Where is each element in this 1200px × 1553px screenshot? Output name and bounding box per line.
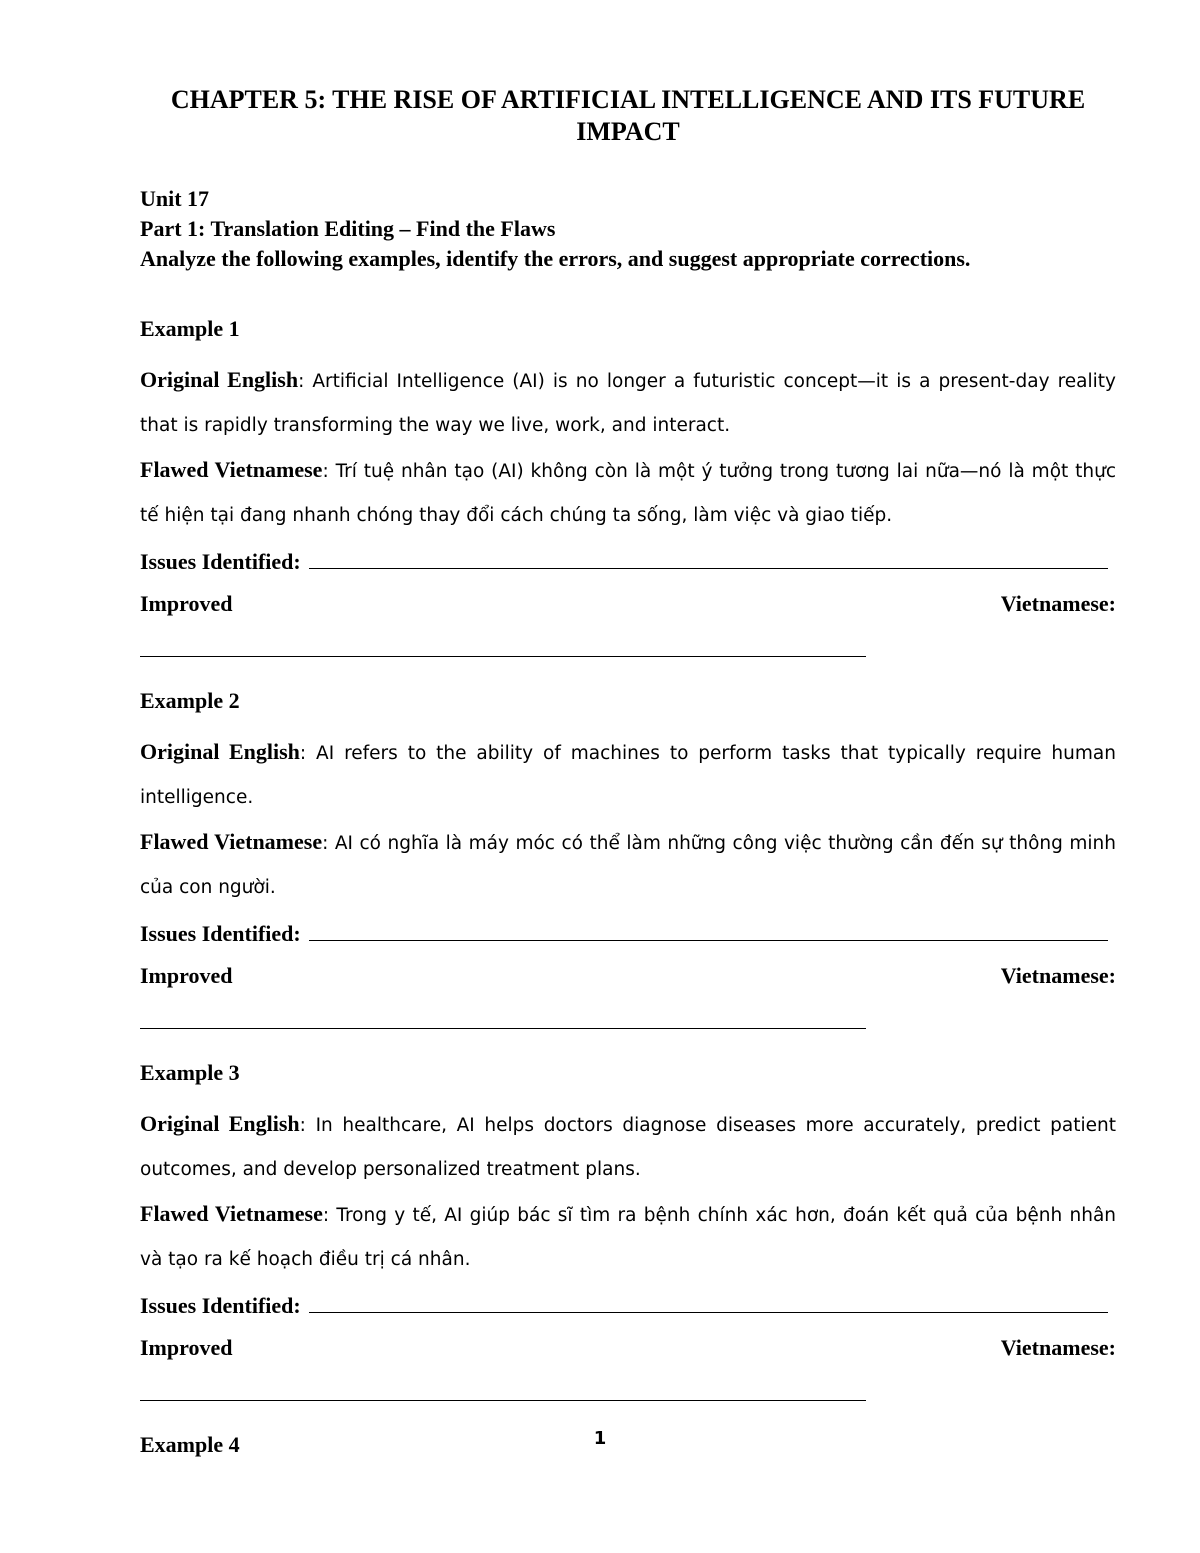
flawed-label: Flawed Vietnamese — [140, 829, 323, 854]
original-label: Original English — [140, 1111, 300, 1136]
improved-vietnamese-row — [140, 582, 1116, 626]
flawed-label: Flawed Vietnamese — [140, 457, 323, 482]
flawed-text: Trong y tế, AI giúp bác sĩ tìm ra bệnh chính xác hơn, đoán kết quả của bệnh nhân và tạo ra kế hoạch điều trị cá nhân. — [140, 1205, 1117, 1270]
flawed-vietnamese: Flawed Vietnamese: Trí tuệ nhân tạo (AI) không còn là một ý tưởng trong tương lai nữa—nó là một thực tế hiện tại đang nhanh chóng thay đổi cách chúng ta sống, làm việc và giao tiếp. — [140, 457, 1117, 526]
original-label: Original English — [140, 739, 300, 764]
improved-answer-line[interactable] — [140, 626, 866, 657]
issues-label: Issues Identified — [140, 921, 294, 946]
example-2 — [140, 686, 1116, 1029]
example-heading: Example 1 — [140, 316, 240, 341]
issues-answer-line[interactable] — [309, 1282, 1108, 1313]
example-1 — [140, 314, 1116, 657]
example-heading: Example 2 — [140, 688, 240, 713]
vietnamese-label: Vietnamese: — [1000, 963, 1116, 988]
issues-answer-line[interactable] — [309, 910, 1108, 941]
part-title: Part 1: Translation Editing – Find the Flaws — [140, 216, 556, 241]
flawed-label: Flawed Vietnamese — [140, 1201, 323, 1226]
improved-label: Improved — [140, 591, 233, 616]
improved-label: Improved — [140, 963, 233, 988]
example-heading: Example 4 — [140, 1432, 240, 1457]
improved-vietnamese-row — [140, 954, 1116, 998]
original-text: In healthcare, AI helps doctors diagnose diseases more accurately, predict patient outcomes, and develop personalized treatment plans. — [140, 1115, 1116, 1180]
original-english: Original English: In healthcare, AI helps doctors diagnose diseases more accurately, predict patient outcomes, and develop personalized treatment plans. — [140, 1111, 1116, 1180]
issues-answer-line[interactable] — [309, 538, 1108, 569]
unit-label: Unit 17 — [140, 186, 210, 211]
issues-identified-row: Issues Identified : — [140, 1282, 1116, 1326]
instructions: Analyze the following examples, identify the errors, and suggest appropriate corrections. — [140, 246, 971, 271]
original-text: AI refers to the ability of machines to perform tasks that typically require human intelligence. — [140, 743, 1116, 808]
document-page — [140, 84, 1116, 1474]
improved-vietnamese-row — [140, 1326, 1116, 1370]
vietnamese-label: Vietnamese: — [1000, 1335, 1116, 1360]
original-english: Original English: Artificial Intelligence (AI) is no longer a futuristic concept—it is a present-day reality that is rapidly transforming the way we live, work, and interact. — [140, 367, 1116, 436]
chapter-title: CHAPTER 5: THE RISE OF ARTIFICIAL INTELLIGENCE AND ITS FUTURE IMPACT — [170, 85, 1086, 146]
flawed-vietnamese: Flawed Vietnamese: Trong y tế, AI giúp bác sĩ tìm ra bệnh chính xác hơn, đoán kết quả của bệnh nhân và tạo ra kế hoạch điều trị cá nhân. — [140, 1201, 1117, 1270]
flawed-text: Trí tuệ nhân tạo (AI) không còn là một ý tưởng trong tương lai nữa—nó là một thực tế hiện tại đang nhanh chóng thay đổi cách chúng ta sống, làm việc và giao tiếp. — [140, 461, 1117, 526]
issues-label: Issues Identified — [140, 1293, 294, 1318]
issues-identified-row: Issues Identified : — [140, 910, 1116, 954]
example-3 — [140, 1058, 1116, 1401]
improved-label: Improved — [140, 1335, 233, 1360]
original-text: Artificial Intelligence (AI) is no longer a futuristic concept—it is a present-day reality that is rapidly transforming the way we live, work, and interact. — [140, 371, 1116, 436]
original-label: Original English — [140, 367, 299, 392]
issues-identified-row: Issues Identified : — [140, 538, 1116, 582]
page-number: 1 — [593, 1428, 607, 1449]
flawed-vietnamese: Flawed Vietnamese: AI có nghĩa là máy móc có thể làm những công việc thường cần đến sự thông minh của con người. — [140, 829, 1116, 898]
vietnamese-label: Vietnamese: — [1000, 591, 1116, 616]
improved-answer-line[interactable] — [140, 1370, 866, 1401]
improved-answer-line[interactable] — [140, 998, 866, 1029]
example-heading: Example 3 — [140, 1060, 240, 1085]
original-english: Original English: AI refers to the ability of machines to perform tasks that typically require human intelligence. — [140, 739, 1116, 808]
unit-header — [140, 184, 1116, 274]
flawed-text: AI có nghĩa là máy móc có thể làm những công việc thường cần đến sự thông minh của con người. — [140, 833, 1116, 898]
issues-label: Issues Identified — [140, 549, 294, 574]
